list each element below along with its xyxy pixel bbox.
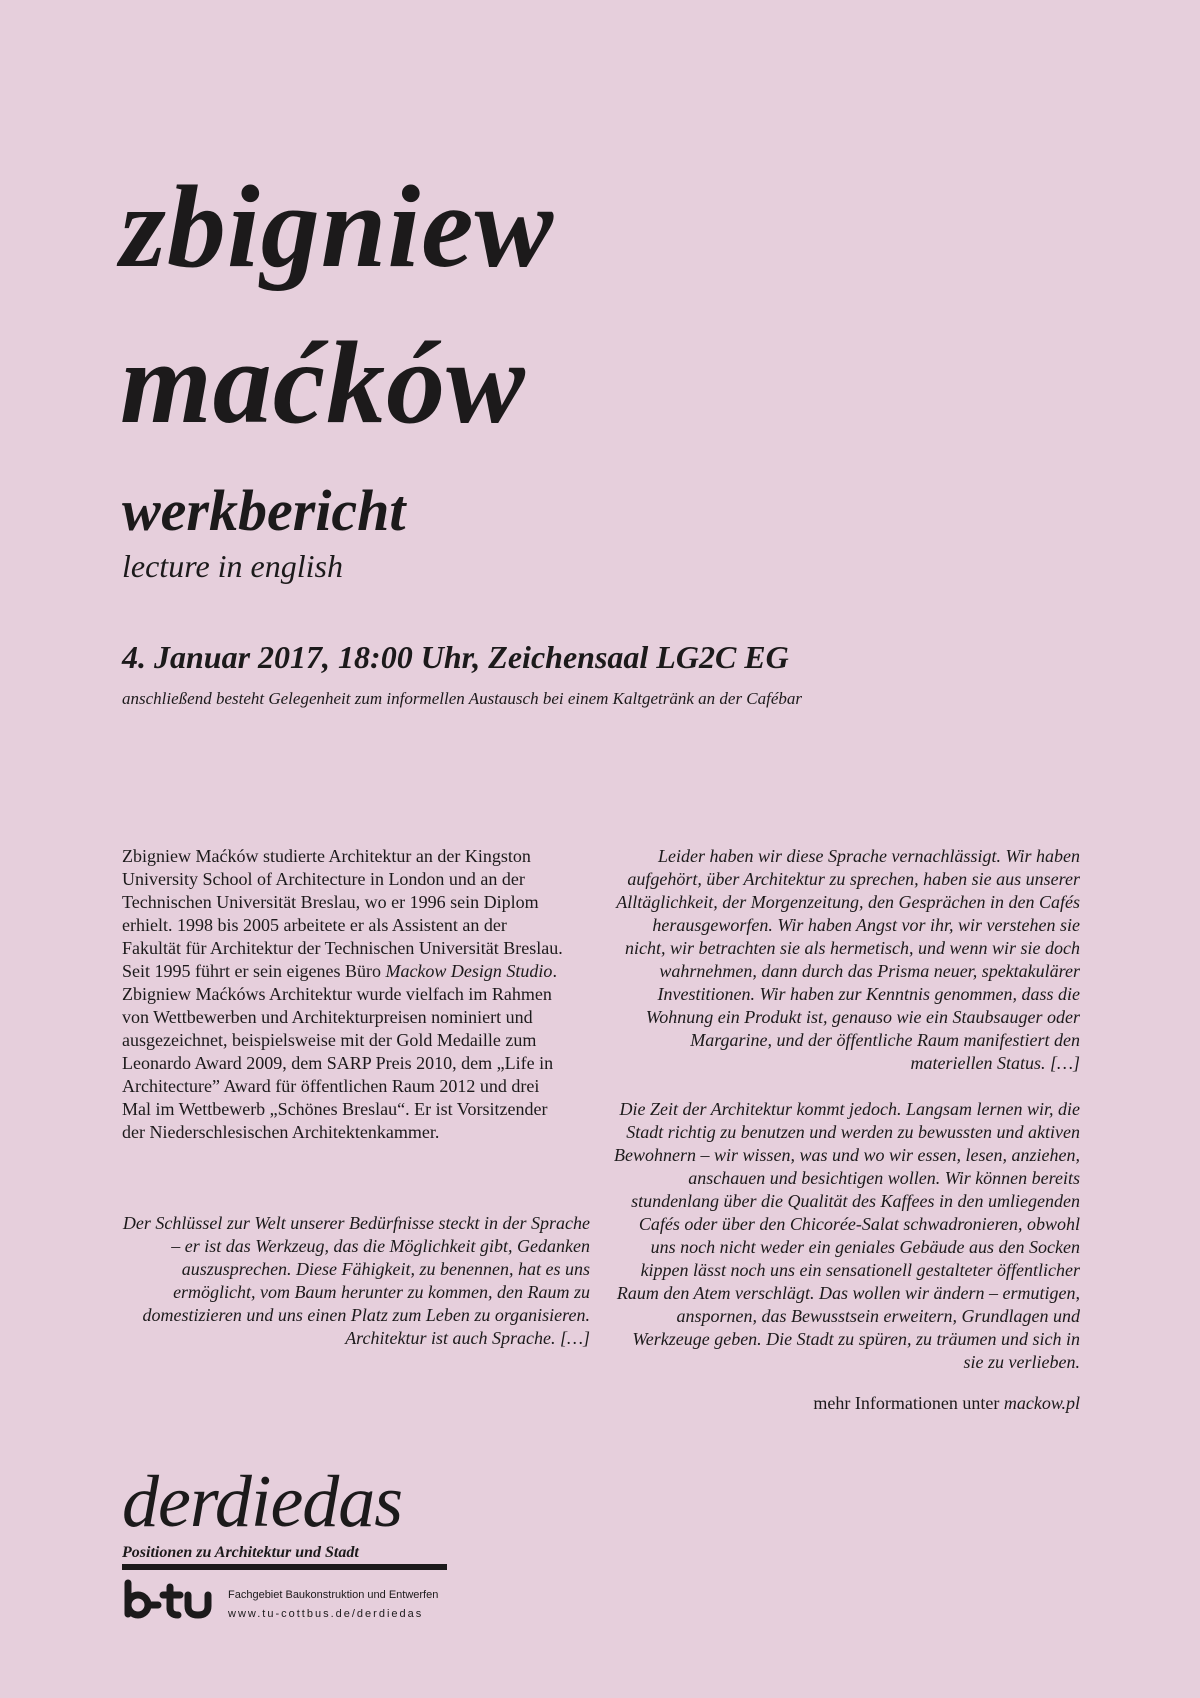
series-brand: derdiedas bbox=[122, 1461, 403, 1543]
department-name: Fachgebiet Baukonstruktion und Entwerfen bbox=[228, 1589, 439, 1601]
event-date-location: 4. Januar 2017, 18:00 Uhr, Zeichensaal LG2C EG bbox=[122, 639, 789, 675]
lecture-language: lecture in english bbox=[122, 548, 343, 584]
event-note: anschließend besteht Gelegenheit zum informellen Austausch bei einem Kaltgetränk an der Cafébar bbox=[122, 689, 803, 708]
speaker-last-name: maćków bbox=[120, 317, 526, 448]
btu-logo-icon bbox=[122, 1578, 220, 1624]
speaker-first-name: zbigniew bbox=[120, 161, 555, 292]
series-tagline: Positionen zu Architektur und Stadt bbox=[122, 1544, 359, 1561]
more-info-label: mehr Informationen unter bbox=[813, 1393, 1004, 1413]
more-info-link[interactable]: mackow.pl bbox=[1003, 1393, 1080, 1413]
footer-divider bbox=[122, 1564, 447, 1570]
footer-url[interactable]: www.tu-cottbus.de/derdiedas bbox=[228, 1608, 424, 1620]
bio-text-start: Zbigniew Maćków studierte Architektur an der Kingston University School of Architecture in London und an der Technischen Universität Breslau, wo er 1996 sein Diplom erhielt. 1998 bis 2005 arbeitete er als Assistent an der Fakultät für Architektur der Technischen Universität Breslau. Seit 1995 führt er sein eigenes Büro bbox=[122, 846, 563, 981]
lecture-title: werkbericht bbox=[122, 478, 406, 543]
bio-studio-name: Mackow Design Studio bbox=[385, 961, 553, 981]
speaker-bio bbox=[122, 845, 570, 1144]
bio-text-end: . Zbigniew Maćkóws Architektur wurde vielfach im Rahmen von Wettbewerben und Architekturpreisen nominiert und ausgezeichnet, beispielsweise mit der Gold Medaille zum Leonardo Award 2009, dem SARP Preis 2010, dem „Life in Architecture” Award für öffentlichen Raum 2012 und drei Mal im Wettbewerb „Schönes Breslau“. Er ist Vorsitzender der Niederschlesischen Architektenkammer. bbox=[122, 961, 557, 1142]
more-info bbox=[813, 1392, 1080, 1415]
quote-time-of-architecture: Die Zeit der Architektur kommt jedoch. Langsam lernen wir, die Stadt richtig zu benutzen und werden zu bewussten und aktiven Bewohnern – wir wissen, was und wo wir essen, lesen, anziehen, anschauen und besichtigen wollen. Wir können bereits stundenlang über die Qualität des Kaffees in den umliegenden Cafés oder über den Chicorée-Salat schwadronieren, obwohl uns noch nicht weder ein geniales Gebäude aus den Socken kippen lässt noch uns ein sensationell gestalteter öffentlicher Raum den Atem verschlägt. Das wollen wir ändern – ermutigen, anspornen, das Bewusstsein erweitern, Grundlagen und Werkzeuge geben. Die Stadt zu spüren, zu träumen und sich in sie zu verlieben. bbox=[614, 1099, 1080, 1372]
quote-language: Der Schlüssel zur Welt unserer Bedürfnisse steckt in der Sprache – er ist das Werkzeug, das die Möglichkeit gibt, Gedanken auszusprechen. Diese Fähigkeit, zu benennen, hat es uns ermöglicht, vom Baum herunter zu kommen, den Raum zu domestizieren und uns einen Platz zum Leben zu organisieren. Architektur ist auch Sprache. […] bbox=[122, 1213, 590, 1348]
footer bbox=[122, 1461, 447, 1625]
quote-neglect: Leider haben wir diese Sprache vernachlässigt. Wir haben aufgehört, über Architektur zu sprechen, haben sie aus unserer Alltäglichkeit, der Morgenzeitung, den Gesprächen in den Cafés herausgeworfen. Wir haben Angst vor ihr, wir verstehen sie nicht, wir betrachten sie als hermetisch, und wenn wir sie doch wahrnehmen, dann durch das Prisma neuer, spektakulärer Investitionen. Wir haben zur Kenntnis genommen, dass die Wohnung ein Produkt ist, genauso wie ein Staubsauger oder Margarine, und der öffentliche Raum manifestiert den materiellen Status. […] bbox=[616, 846, 1080, 1073]
